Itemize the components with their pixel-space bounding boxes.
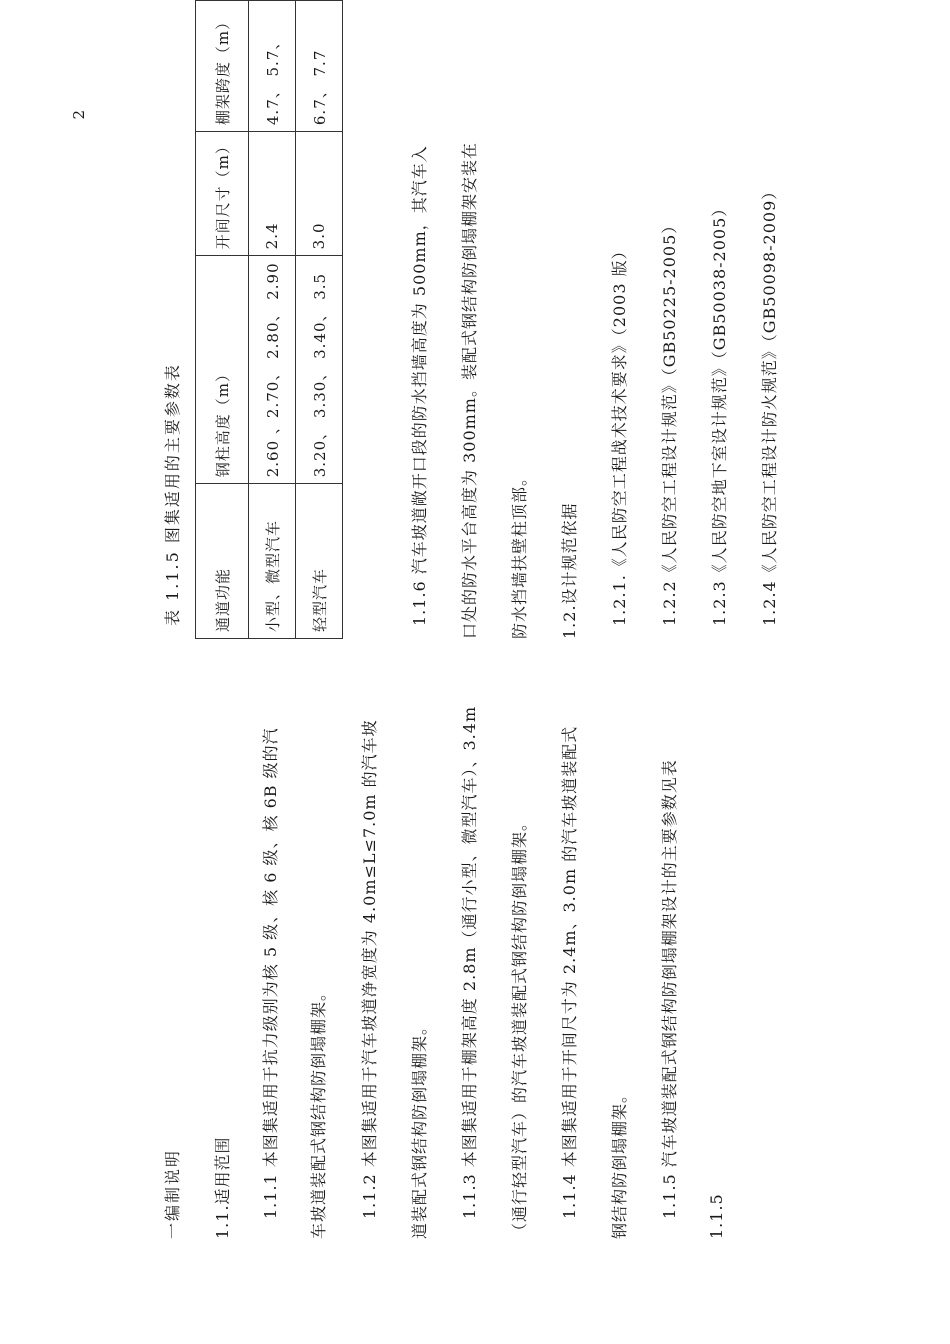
col1-line: 1.1.3 本图集适用于棚架高度 2.8m（通行小型、微型汽车）、3.4m [460,705,479,1219]
table-cell: 6.7、 7.7 [296,1,343,132]
table-cell: 2.60 、2.70、 2.80、 2.90 [249,256,296,484]
col1-line: 钢结构防倒塌棚架。 [610,1085,629,1239]
col2-line: 防水挡墙扶壁柱顶部。 [510,468,529,639]
col2-line: 1.2.4《人民防空工程设计防火规范》（GB50098-2009） [760,182,779,626]
table-header-cell: 棚架跨度（m） [196,1,249,132]
table-cell: 3.0 [296,132,343,256]
col2-line: 1.1.6 汽车坡道敞开口段的防水挡墙高度为 500mm，其汽车入 [410,145,429,626]
col1-line: 1.1.5 汽车坡道装配式钢结构防倒塌棚架设计的主要参数见表 [660,759,679,1219]
table-cell: 2.4 [249,132,296,256]
col1-line: 车坡道装配式钢结构防倒塌棚架。 [309,983,328,1239]
table-cell: 小型、微型汽车 [249,484,296,639]
col2-line: 1.2.1.《人民防空工程战术技术要求》（2003 版） [610,242,629,626]
col2-line: 1.2.2《人民防空工程设计规范》（GB50225-2005） [660,216,679,626]
table-cell: 轻型汽车 [296,484,343,639]
parameter-table [195,0,343,639]
col2-line: 1.2.设计规范依据 [560,502,579,639]
col1-line: 1.1.5 [707,1193,726,1239]
section-title: 一编制说明 [163,1148,182,1239]
table-row [249,1,296,639]
col2-line: 1.2.3《人民防空地下室设计规范》（GB50038-2005） [710,199,729,626]
table-header-cell: 钢柱高度（m） [196,256,249,484]
col1-line: 1.1.适用范围 [213,1136,232,1239]
col2-line: 口处的防水平台高度为 300mm。装配式钢结构防倒塌棚架安装在 [460,142,479,639]
table-row [296,1,343,639]
col1-line: 1.1.1 本图集适用于抗力级别为核 5 级、核 6 级、核 6B 级的汽 [261,727,280,1219]
table-caption: 表 1.1.5 图集适用的主要参数表 [163,363,182,626]
col1-line: 1.1.2 本图集适用于汽车坡道净宽度为 4.0m≤L≤7.0m 的汽车坡 [360,719,379,1219]
table-cell: 4.7、 5.7、 [249,1,296,132]
table-header-cell: 通道功能 [196,484,249,639]
col1-line: 道装配式钢结构防倒塌棚架。 [410,1017,429,1239]
table-header-cell: 开间尺寸（m） [196,132,249,256]
col1-line: （通行轻型汽车）的汽车坡道装配式钢结构防倒塌棚架。 [510,813,529,1239]
table-header-row [196,1,249,639]
col1-line: 1.1.4 本图集适用于开间尺寸为 2.4m、3.0m 的汽车坡道装配式 [560,725,579,1219]
page-number: 2 [70,110,88,120]
table-cell: 3.20、 3.30、 3.40、 3.5 [296,256,343,484]
